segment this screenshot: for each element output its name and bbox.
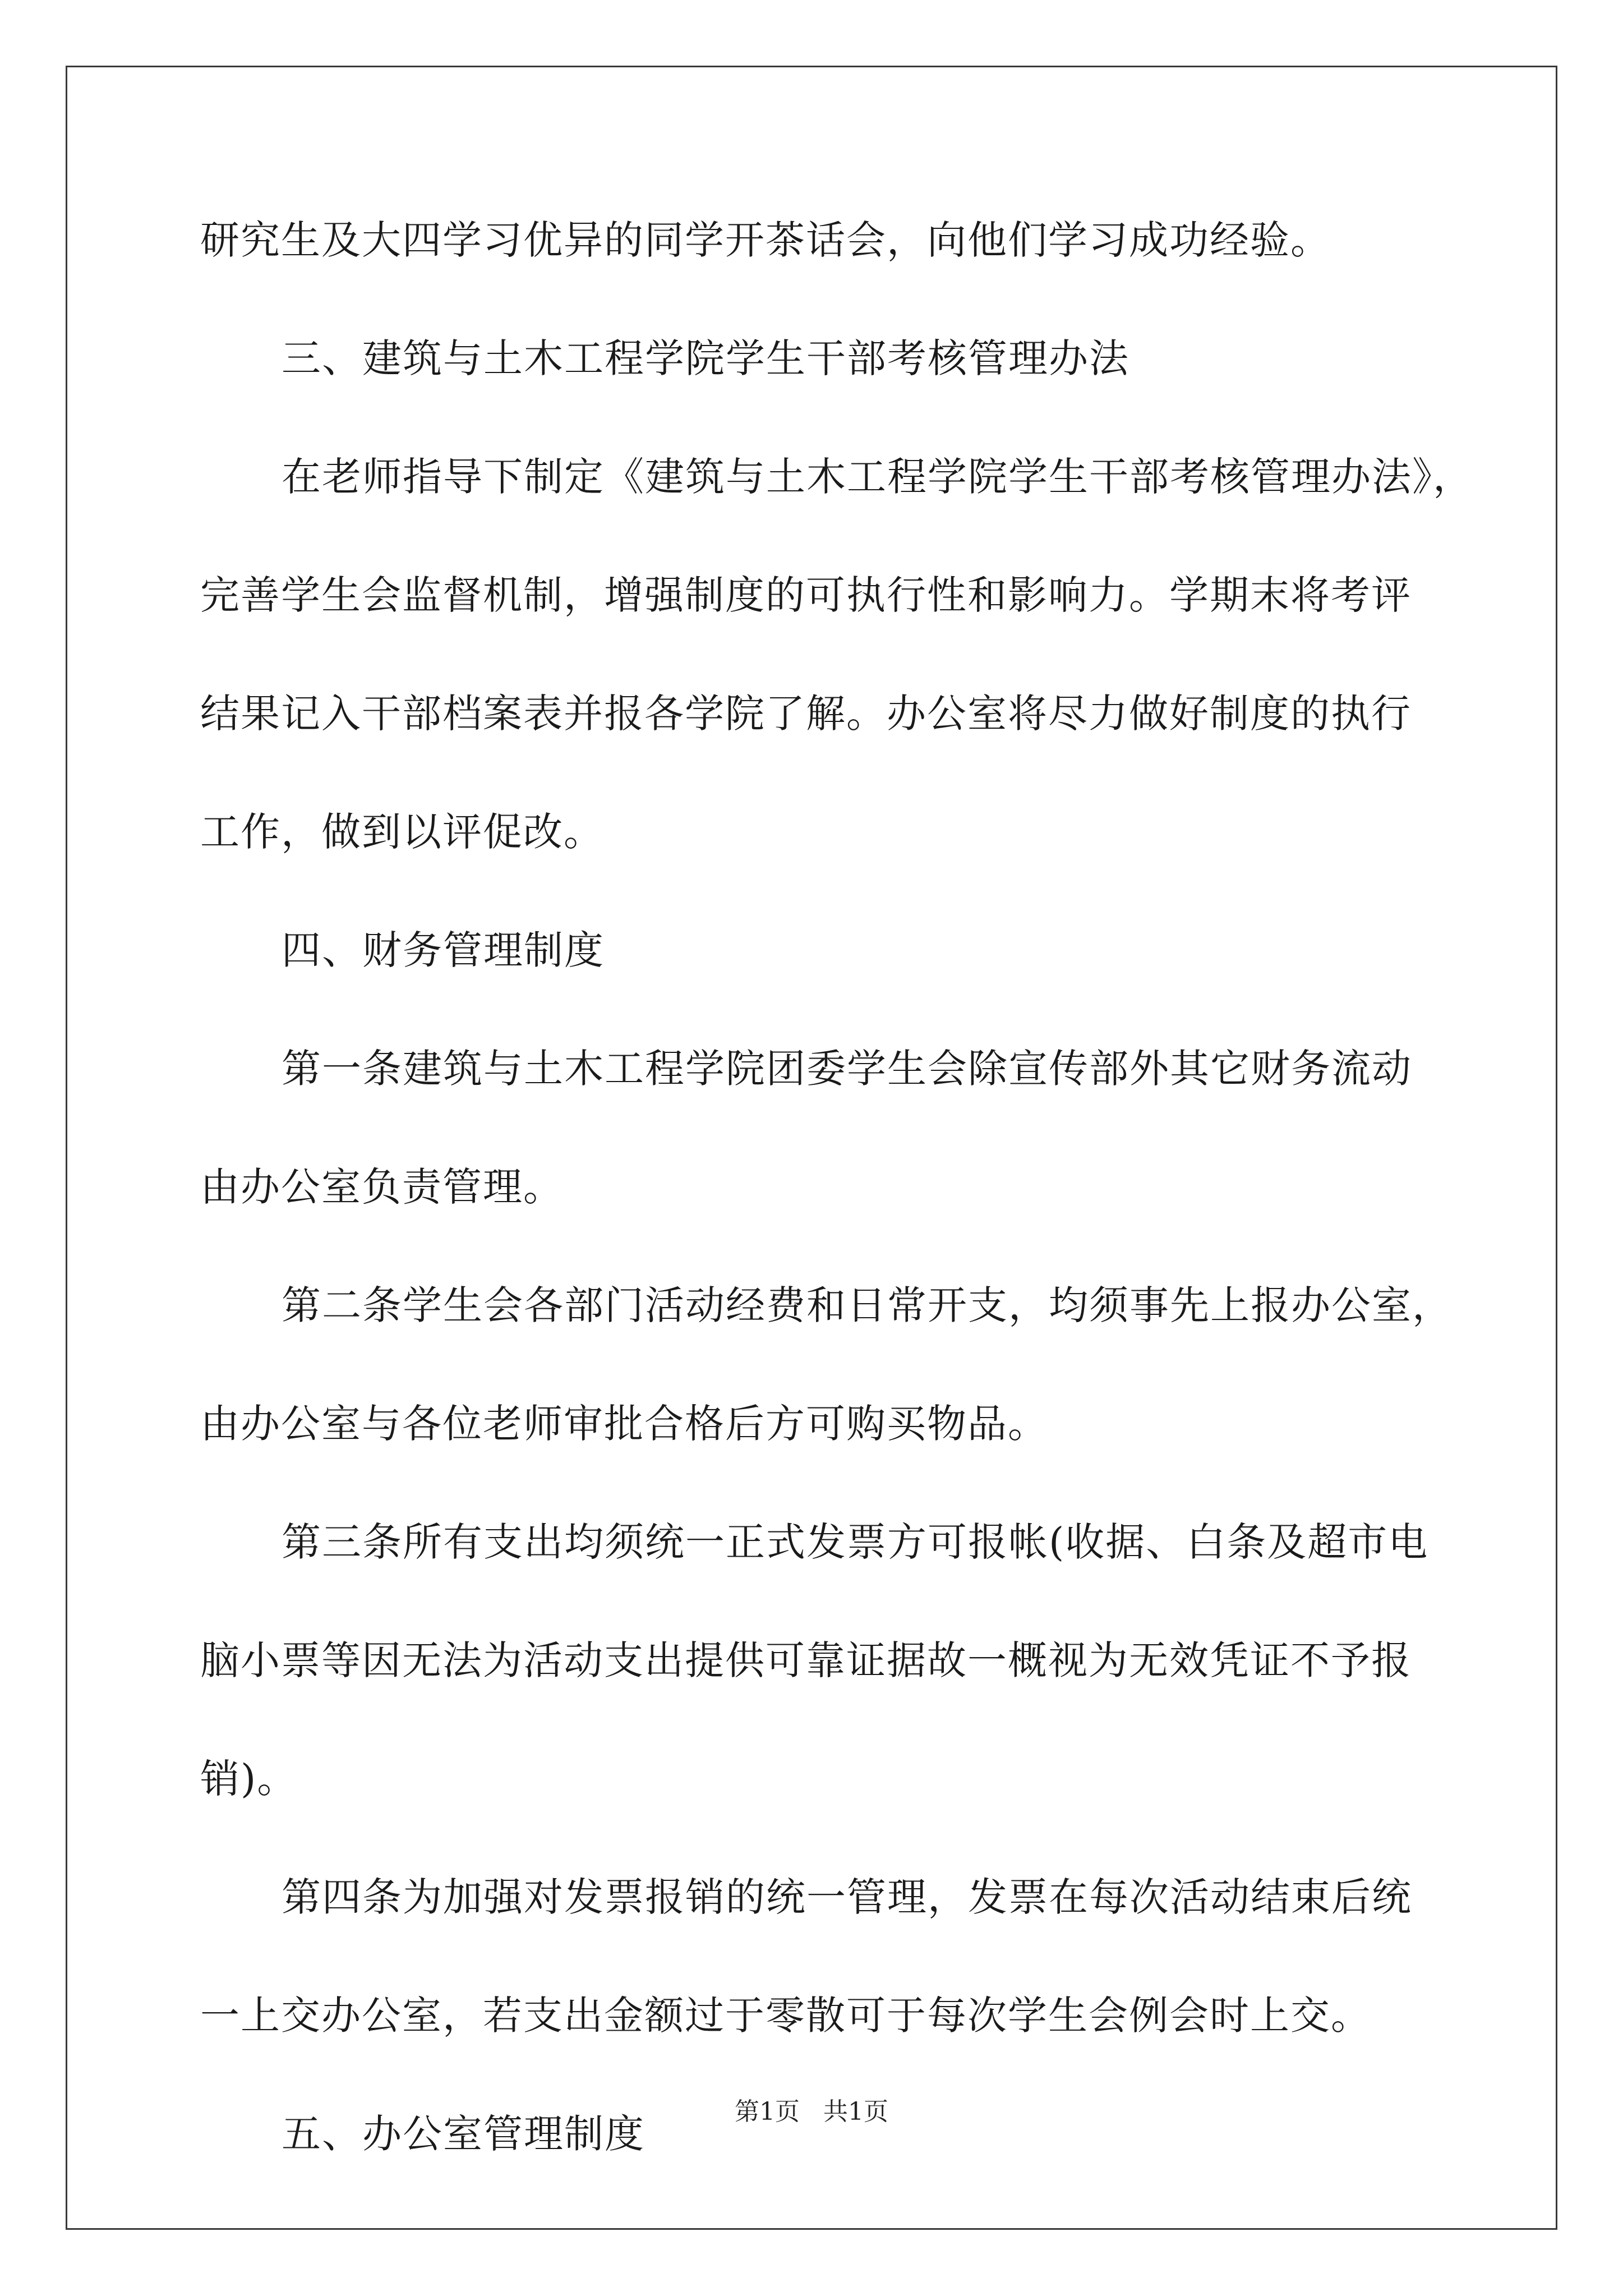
text-line: 第二条学生会各部门活动经费和日常开支，均须事先上报办公室， xyxy=(282,1282,1453,1328)
text-line: 由办公室负责管理。 xyxy=(200,1164,564,1210)
text-line: 销)。 xyxy=(200,1756,298,1802)
page-footer xyxy=(0,2095,1623,2129)
section-heading: 四、财务管理制度 xyxy=(282,927,605,973)
section-heading: 三、建筑与土木工程学院学生干部考核管理办法 xyxy=(282,335,1129,381)
text-line: 研究生及大四学习优异的同学开茶话会，向他们学习成功经验。 xyxy=(200,217,1331,263)
section-heading: 五、办公室管理制度 xyxy=(282,2111,645,2157)
text-line: 完善学生会监督机制，增强制度的可执行性和影响力。学期末将考评 xyxy=(200,572,1412,618)
text-line: 在老师指导下制定《建筑与土木工程学院学生干部考核管理办法》， xyxy=(282,454,1473,500)
text-line: 第四条为加强对发票报销的统一管理，发票在每次活动结束后统 xyxy=(282,1874,1412,1920)
text-line: 结果记入干部档案表并报各学院了解。办公室将尽力做好制度的执行 xyxy=(200,691,1412,737)
text-line: 第三条所有支出均须统一正式发票方可报帐(收据、白条及超市电 xyxy=(282,1519,1429,1565)
page-count: 共1页 xyxy=(823,2097,888,2126)
text-line: 由办公室与各位老师审批合格后方可购买物品。 xyxy=(200,1401,1048,1447)
page-number: 第1页 xyxy=(735,2097,800,2126)
text-line: 第一条建筑与土木工程学院团委学生会除宣传部外其它财务流动 xyxy=(282,1046,1412,1092)
text-line: 脑小票等因无法为活动支出提供可靠证据故一概视为无效凭证不予报 xyxy=(200,1637,1412,1683)
text-line: 一上交办公室，若支出金额过于零散可于每次学生会例会时上交。 xyxy=(200,1993,1371,2039)
text-line: 工作，做到以评促改。 xyxy=(200,809,604,855)
